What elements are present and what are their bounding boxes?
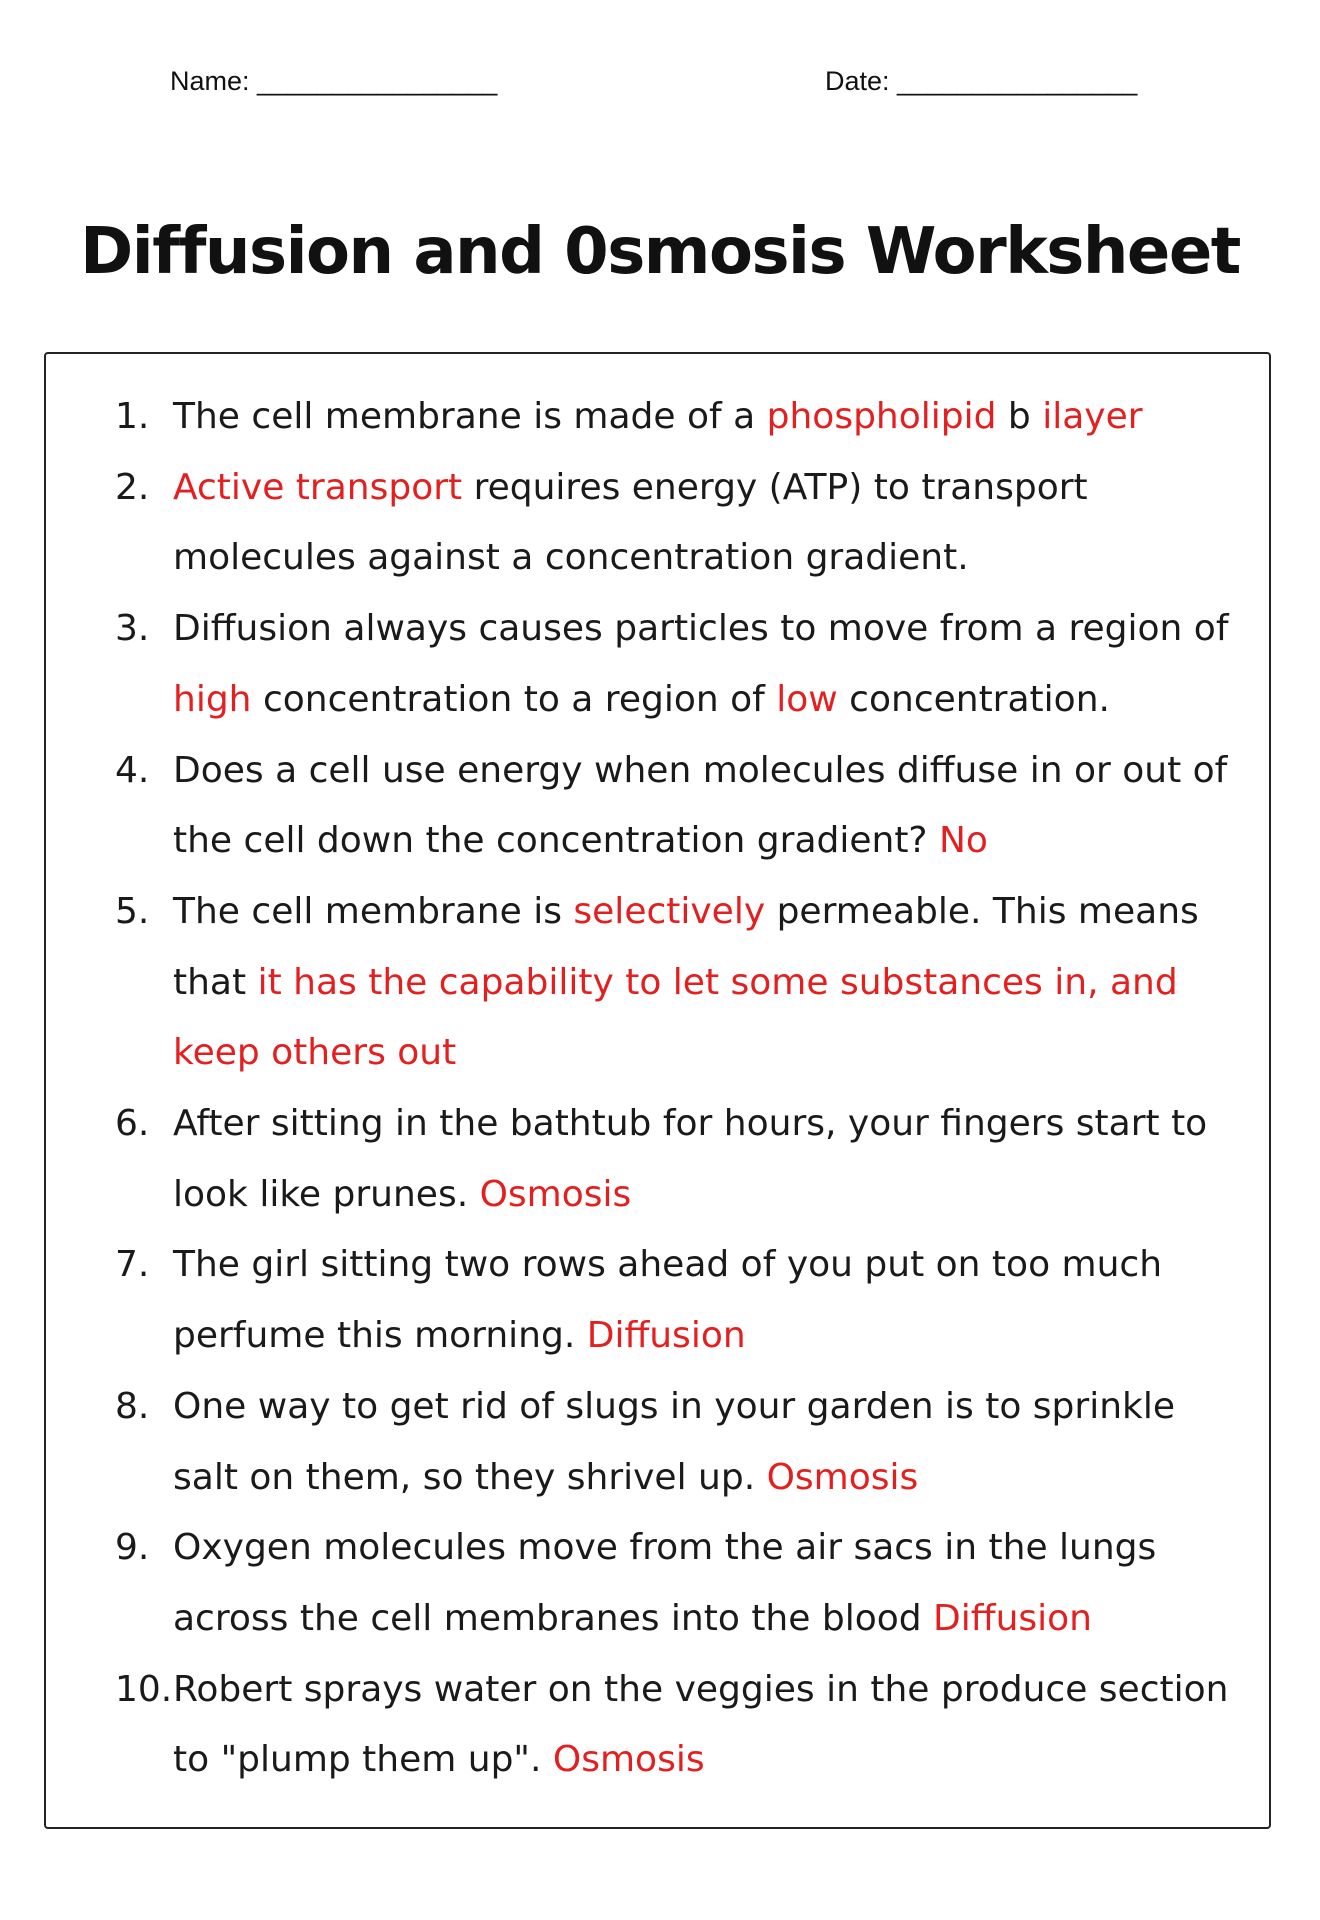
- question-number: 5.: [115, 890, 150, 932]
- question-text: The cell membrane is made of a: [173, 396, 767, 437]
- question-text: Oxygen molecules move from the air sacs in the lungs: [173, 1527, 1157, 1569]
- question-text: the cell down the concentration gradient?: [173, 820, 939, 862]
- question-7: [115, 1230, 1240, 1371]
- question-line: [173, 1301, 1240, 1372]
- answer-text: high: [173, 678, 252, 720]
- question-text: The girl sitting two rows ahead of you put on too much: [173, 1244, 1163, 1286]
- question-text: The cell membrane is: [173, 890, 574, 932]
- question-text: concentration to a region of: [251, 678, 777, 720]
- name-field-line: Name: ________________: [170, 66, 498, 96]
- answer-text: Osmosis: [479, 1173, 632, 1215]
- question-text: salt on them, so they shrivel up.: [173, 1456, 767, 1498]
- question-text: permeable. This means: [765, 890, 1199, 932]
- question-number: 10.: [115, 1668, 173, 1710]
- answer-text: ilayer: [1042, 396, 1143, 437]
- question-line: [173, 948, 1240, 1019]
- answer-text: No: [938, 820, 988, 862]
- question-text: perfume this morning.: [173, 1315, 587, 1357]
- date-field-line: Date: ________________: [825, 66, 1138, 96]
- question-text: b: [996, 396, 1043, 437]
- question-text: requires energy (ATP) to transport: [462, 466, 1088, 508]
- question-line: [173, 877, 1240, 948]
- question-number: 1.: [115, 396, 150, 437]
- question-text: that: [173, 961, 258, 1003]
- question-text: Diffusion always causes particles to move from a region of: [173, 608, 1229, 650]
- worksheet-title: Diffusion and 0smosis Worksheet: [80, 214, 1240, 289]
- question-text: to "plump them up".: [173, 1739, 553, 1781]
- question-line: [173, 1443, 1240, 1514]
- question-line: [173, 1584, 1240, 1655]
- question-line: [173, 1372, 1240, 1443]
- answer-text: selectively: [573, 890, 766, 932]
- question-line: [173, 736, 1240, 807]
- question-text: concentration.: [837, 678, 1110, 720]
- question-2: [115, 453, 1240, 594]
- answer-text: Osmosis: [552, 1739, 705, 1781]
- question-line: [173, 453, 1240, 524]
- question-line: [173, 594, 1240, 665]
- question-number: 3.: [115, 608, 150, 650]
- question-4: [115, 736, 1240, 877]
- answer-text: keep others out: [173, 1032, 457, 1074]
- question-text: across the cell membranes into the blood: [173, 1597, 934, 1639]
- question-number: 6.: [115, 1103, 150, 1145]
- question-number: 9.: [115, 1527, 150, 1569]
- question-9: [115, 1513, 1240, 1654]
- question-3: [115, 594, 1240, 735]
- answer-text: Active transport: [173, 466, 463, 508]
- answer-text: Diffusion: [586, 1315, 746, 1357]
- question-text: After sitting in the bathtub for hours, your fingers start to: [173, 1103, 1208, 1145]
- answer-text: Osmosis: [766, 1456, 919, 1498]
- question-line: [173, 382, 1240, 453]
- question-line: [173, 1018, 1240, 1089]
- question-text: Does a cell use energy when molecules diffuse in or out of: [173, 749, 1228, 791]
- question-8: [115, 1372, 1240, 1513]
- question-line: [173, 1230, 1240, 1301]
- question-number: 8.: [115, 1385, 150, 1427]
- question-text: molecules against a concentration gradient.: [173, 537, 969, 579]
- question-number: 4.: [115, 749, 150, 791]
- question-text: One way to get rid of slugs in your garden is to sprinkle: [173, 1385, 1176, 1427]
- question-line: [173, 1725, 1240, 1796]
- question-line: [173, 1513, 1240, 1584]
- question-list: [115, 382, 1240, 1796]
- question-line: [173, 806, 1240, 877]
- answer-text: Diffusion: [933, 1597, 1092, 1639]
- answer-text: it has the capability to let some substances in, and: [257, 961, 1178, 1003]
- question-text: look like prunes.: [173, 1173, 480, 1215]
- question-line: [173, 665, 1240, 736]
- question-number: 2.: [115, 466, 150, 508]
- answer-text: phospholipid: [766, 396, 997, 437]
- question-10: [115, 1655, 1240, 1796]
- answer-text: low: [776, 678, 838, 720]
- question-line: [173, 1655, 1240, 1726]
- question-number: 7.: [115, 1244, 150, 1286]
- question-line: [173, 523, 1240, 594]
- question-line: [173, 1160, 1240, 1231]
- question-line: [173, 1089, 1240, 1160]
- question-text: Robert sprays water on the veggies in the produce section: [173, 1668, 1229, 1710]
- question-6: [115, 1089, 1240, 1230]
- question-1: [115, 382, 1240, 453]
- question-5: [115, 877, 1240, 1089]
